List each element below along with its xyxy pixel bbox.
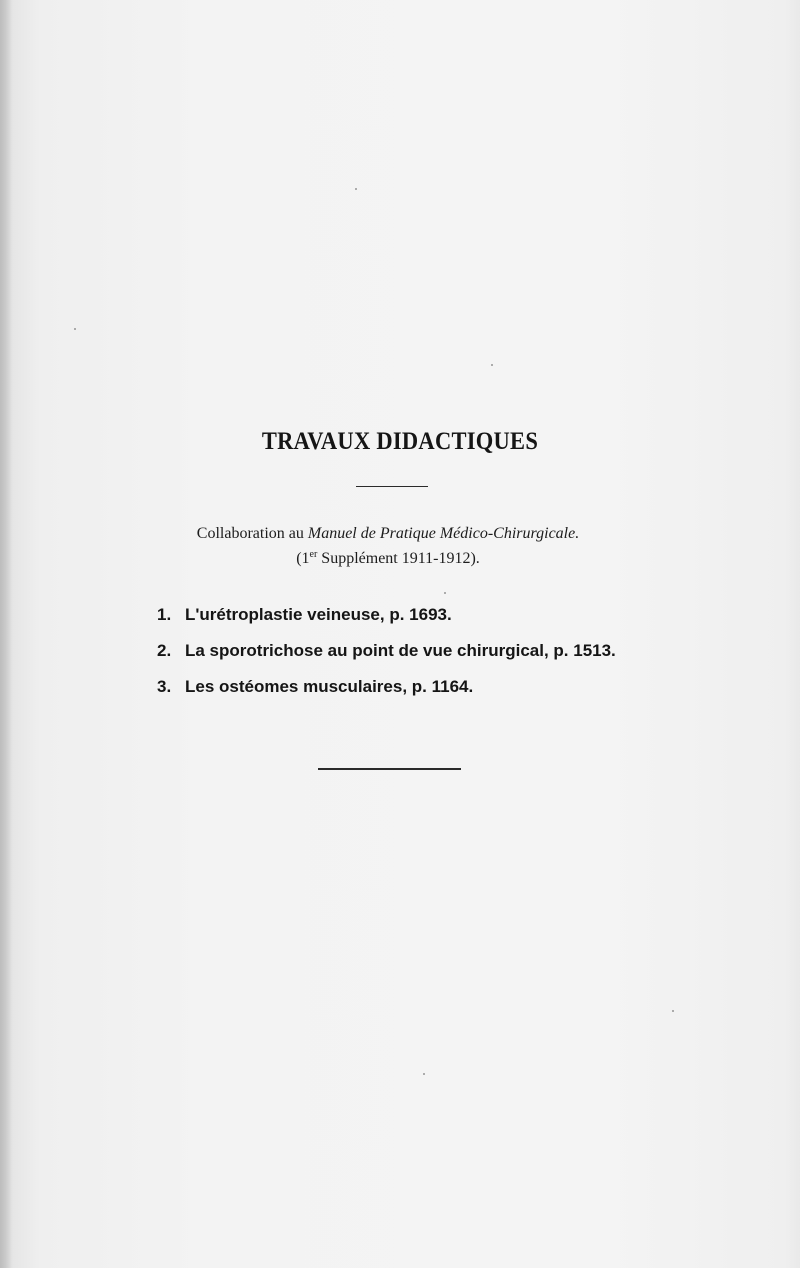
supplement-rest: Supplément 1911-1912). — [317, 550, 480, 567]
paper-speck — [74, 328, 76, 330]
paper-speck — [423, 1073, 425, 1075]
list-item — [157, 597, 717, 633]
list-item-number: 3. — [157, 677, 172, 696]
collaboration-work: Manuel de Pratique Médico-Chirurgicale. — [307, 525, 580, 542]
supplement-open: (1 — [296, 550, 310, 567]
collaboration-prefix: Collaboration au — [196, 525, 308, 542]
supplement-superscript: er — [309, 549, 318, 560]
works-list — [157, 597, 717, 705]
list-item-text: Les ostéomes musculaires, p. 1164. — [185, 677, 474, 696]
supplement-line — [0, 549, 776, 568]
list-item — [157, 633, 717, 669]
paper-speck — [444, 592, 446, 594]
paper-speck — [672, 1010, 674, 1012]
page-edge-shadow — [0, 0, 12, 1268]
section-title: TRAVAUX DIDACTIQUES — [261, 428, 539, 455]
collaboration-line — [0, 525, 776, 543]
list-item-text: L'urétroplastie veineuse, p. 1693. — [185, 605, 452, 624]
list-item-number: 2. — [157, 641, 172, 660]
list-item-text: La sporotrichose au point de vue chirurgical, p. 1513. — [185, 641, 616, 660]
list-item — [157, 669, 717, 705]
paper-speck — [355, 188, 357, 190]
closing-divider — [318, 768, 461, 770]
title-divider — [356, 486, 428, 487]
paper-speck — [491, 364, 493, 366]
list-item-number: 1. — [157, 605, 172, 624]
